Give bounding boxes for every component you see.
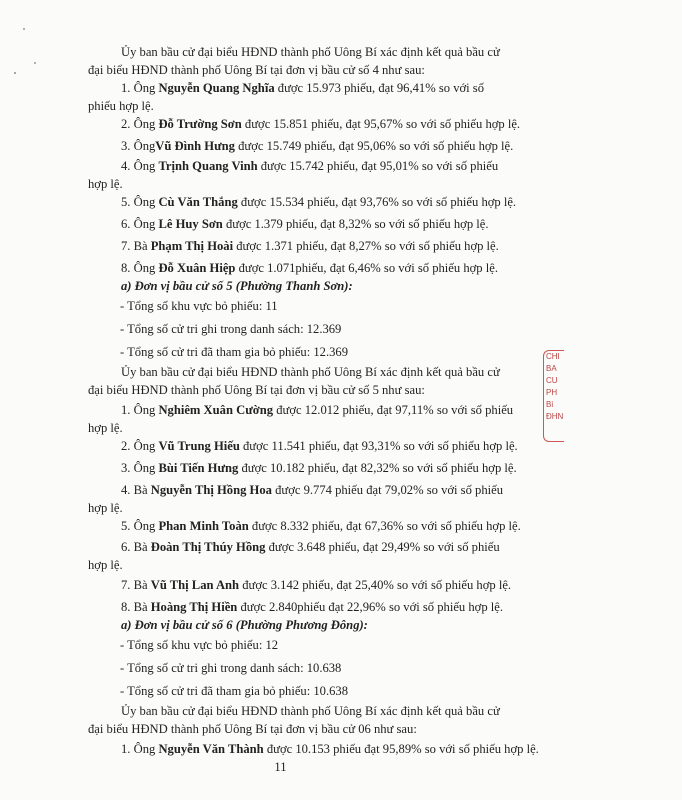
- candidate-name: Bùi Tiến Hưng: [158, 461, 239, 475]
- text-line: [0, 599, 682, 615]
- text-line: [0, 721, 649, 737]
- text-line: [0, 278, 682, 294]
- stamp-line: BA: [546, 364, 557, 373]
- text-run: được 15.742 phiếu, đạt 95,01% so với số phiếu: [257, 159, 499, 173]
- text-run: được 12.012 phiếu, đạt 97,11% so với số phiếu: [273, 403, 514, 417]
- text-run: - Tổng số khu vực bỏ phiếu: 12: [120, 638, 279, 652]
- text-run: phiếu hợp lệ.: [88, 99, 154, 113]
- candidate-name: Lê Huy Sơn: [158, 217, 223, 231]
- text-run: - Tổng số cử tri đã tham gia bỏ phiếu: 12.369: [120, 345, 348, 359]
- text-line: [0, 617, 682, 633]
- text-line: [0, 176, 649, 192]
- text-line: [0, 577, 682, 593]
- text-line: [0, 216, 682, 232]
- text-run: được 9.774 phiếu đạt 79,02% so với số phiếu: [271, 483, 504, 497]
- text-run: được 1.371 phiếu, đạt 8,27% so với số phiếu hợp lệ.: [233, 239, 499, 253]
- text-line: [0, 703, 682, 719]
- text-run: 1. Ông: [121, 81, 159, 95]
- text-run: được 1.379 phiếu, đạt 8,32% so với số phiếu hợp lệ.: [222, 217, 489, 231]
- text-run: 3. Ông: [121, 461, 159, 475]
- candidate-name: Nguyễn Quang Nghĩa: [158, 81, 275, 95]
- candidate-name: Đoàn Thị Thúy Hồng: [150, 540, 266, 554]
- text-line: [0, 80, 682, 96]
- text-line: [0, 364, 682, 380]
- text-run: 8. Ông: [121, 261, 159, 275]
- text-line: [0, 402, 682, 418]
- text-run: được 15.973 phiếu, đạt 96,41% so với số: [274, 81, 485, 95]
- text-run: được 15.534 phiếu, đạt 93,76% so với số phiếu hợp lệ.: [237, 195, 517, 209]
- text-run: được 10.153 phiếu đạt 95,89% so với số phiếu hợp lệ.: [263, 742, 539, 756]
- text-run: đại biểu HĐND thành phố Uông Bí tại đơn vị bầu cử 06 như sau:: [88, 722, 417, 736]
- text-run: được 3.648 phiếu, đạt 29,49% so với số phiếu: [265, 540, 500, 554]
- text-line: [0, 321, 681, 337]
- text-line: [0, 438, 682, 454]
- candidate-name: Hoàng Thị Hiền: [150, 600, 238, 614]
- text-line: [0, 260, 682, 276]
- text-line: [0, 98, 649, 114]
- text-run: 1. Ông: [121, 403, 159, 417]
- text-run: đại biểu HĐND thành phố Uông Bí tại đơn vị bầu cử số 4 như sau:: [88, 63, 425, 77]
- text-run: đại biểu HĐND thành phố Uông Bí tại đơn vị bầu cử số 5 như sau:: [88, 383, 425, 397]
- text-line: [0, 500, 649, 516]
- scan-speck: [14, 72, 16, 74]
- candidate-name: Vũ Thị Lan Anh: [150, 578, 240, 592]
- text-line: [0, 482, 682, 498]
- section-heading: a) Đơn vị bầu cử số 5 (Phường Thanh Sơn):: [121, 279, 353, 293]
- text-run: 3. Ông: [121, 139, 156, 153]
- text-run: hợp lệ.: [88, 177, 123, 191]
- stamp-line: CHI: [546, 352, 560, 361]
- text-line: [0, 238, 682, 254]
- stamp-line: ĐHN: [546, 412, 564, 421]
- text-line: [0, 539, 682, 555]
- text-run: 8. Bà: [121, 600, 151, 614]
- text-line: [0, 741, 682, 757]
- text-run: 2. Ông: [121, 439, 159, 453]
- text-line: [0, 660, 681, 676]
- text-run: được 11.541 phiếu, đạt 93,31% so với số phiếu hợp lệ.: [239, 439, 518, 453]
- text-line: [0, 138, 682, 154]
- text-line: [0, 44, 682, 60]
- candidate-name: Vũ Đình Hưng: [155, 139, 235, 153]
- candidate-name: Phan Minh Toàn: [158, 519, 249, 533]
- text-line: [0, 62, 649, 78]
- candidate-name: Nghiêm Xuân Cường: [158, 403, 274, 417]
- text-run: - Tổng số khu vực bỏ phiếu: 11: [120, 299, 278, 313]
- text-run: 6. Ông: [121, 217, 159, 231]
- red-seal-stamp: [543, 350, 564, 442]
- text-run: - Tổng số cử tri đã tham gia bỏ phiếu: 10.638: [120, 684, 348, 698]
- text-run: 4. Ông: [121, 159, 159, 173]
- text-run: 2. Ông: [121, 117, 159, 131]
- text-run: Ủy ban bầu cử đại biểu HĐND thành phố Uông Bí xác định kết quả bầu cử: [121, 45, 500, 59]
- scan-speck: [23, 28, 25, 30]
- stamp-line: CU: [546, 376, 558, 385]
- text-run: - Tổng số cử tri ghi trong danh sách: 10.638: [120, 661, 342, 675]
- text-run: hợp lệ.: [88, 421, 123, 435]
- candidate-name: Trịnh Quang Vinh: [158, 159, 258, 173]
- section-heading: a) Đơn vị bầu cử số 6 (Phường Phương Đông):: [121, 618, 368, 632]
- candidate-name: Vũ Trung Hiếu: [158, 439, 240, 453]
- text-run: hợp lệ.: [88, 558, 123, 572]
- text-run: được 8.332 phiếu, đạt 67,36% so với số phiếu hợp lệ.: [248, 519, 521, 533]
- text-run: được 15.749 phiếu, đạt 95,06% so với số phiếu hợp lệ.: [234, 139, 514, 153]
- text-run: được 3.142 phiếu, đạt 25,40% so với số phiếu hợp lệ.: [239, 578, 512, 592]
- text-line: [0, 116, 682, 132]
- text-run: được 2.840phiếu đạt 22,96% so với số phiếu hợp lệ.: [237, 600, 504, 614]
- text-run: được 10.182 phiếu, đạt 82,32% so với số phiếu hợp lệ.: [238, 461, 517, 475]
- text-line: [0, 158, 682, 174]
- text-line: [0, 683, 681, 699]
- stamp-text: [546, 351, 564, 423]
- text-line: [0, 344, 681, 360]
- text-run: Ủy ban bầu cử đại biểu HĐND thành phố Uông Bí xác định kết quả bầu cử: [121, 365, 500, 379]
- candidate-name: Đỗ Xuân Hiệp: [158, 261, 236, 275]
- candidate-name: Phạm Thị Hoài: [150, 239, 234, 253]
- text-run: 4. Bà: [121, 483, 151, 497]
- candidate-name: Cù Văn Thắng: [158, 195, 238, 209]
- text-run: 6. Bà: [121, 540, 151, 554]
- text-run: được 1.071phiếu, đạt 6,46% so với số phiếu hợp lệ.: [235, 261, 498, 275]
- stamp-line: PH: [546, 388, 558, 397]
- text-line: [0, 194, 682, 210]
- text-run: 7. Bà: [121, 578, 151, 592]
- scan-speck: [34, 62, 36, 64]
- page-number: 11: [274, 760, 287, 774]
- text-line: [0, 460, 682, 476]
- text-run: 7. Bà: [121, 239, 151, 253]
- text-run: 1. Ông: [121, 742, 159, 756]
- text-run: Ủy ban bầu cử đại biểu HĐND thành phố Uông Bí xác định kết quả bầu cử: [121, 704, 500, 718]
- candidate-name: Đỗ Trường Sơn: [158, 117, 242, 131]
- text-run: 5. Ông: [121, 519, 159, 533]
- candidate-name: Nguyễn Văn Thành: [158, 742, 264, 756]
- text-line: [0, 637, 681, 653]
- stamp-line: Bi: [546, 400, 554, 409]
- text-line: [0, 557, 649, 573]
- text-run: - Tổng số cử tri ghi trong danh sách: 12.369: [120, 322, 342, 336]
- text-line: [0, 298, 681, 314]
- text-run: 5. Ông: [121, 195, 159, 209]
- text-run: hợp lệ.: [88, 501, 123, 515]
- candidate-name: Nguyễn Thị Hồng Hoa: [150, 483, 272, 497]
- text-run: được 15.851 phiếu, đạt 95,67% so với số phiếu hợp lệ.: [241, 117, 521, 131]
- text-line: [0, 518, 682, 534]
